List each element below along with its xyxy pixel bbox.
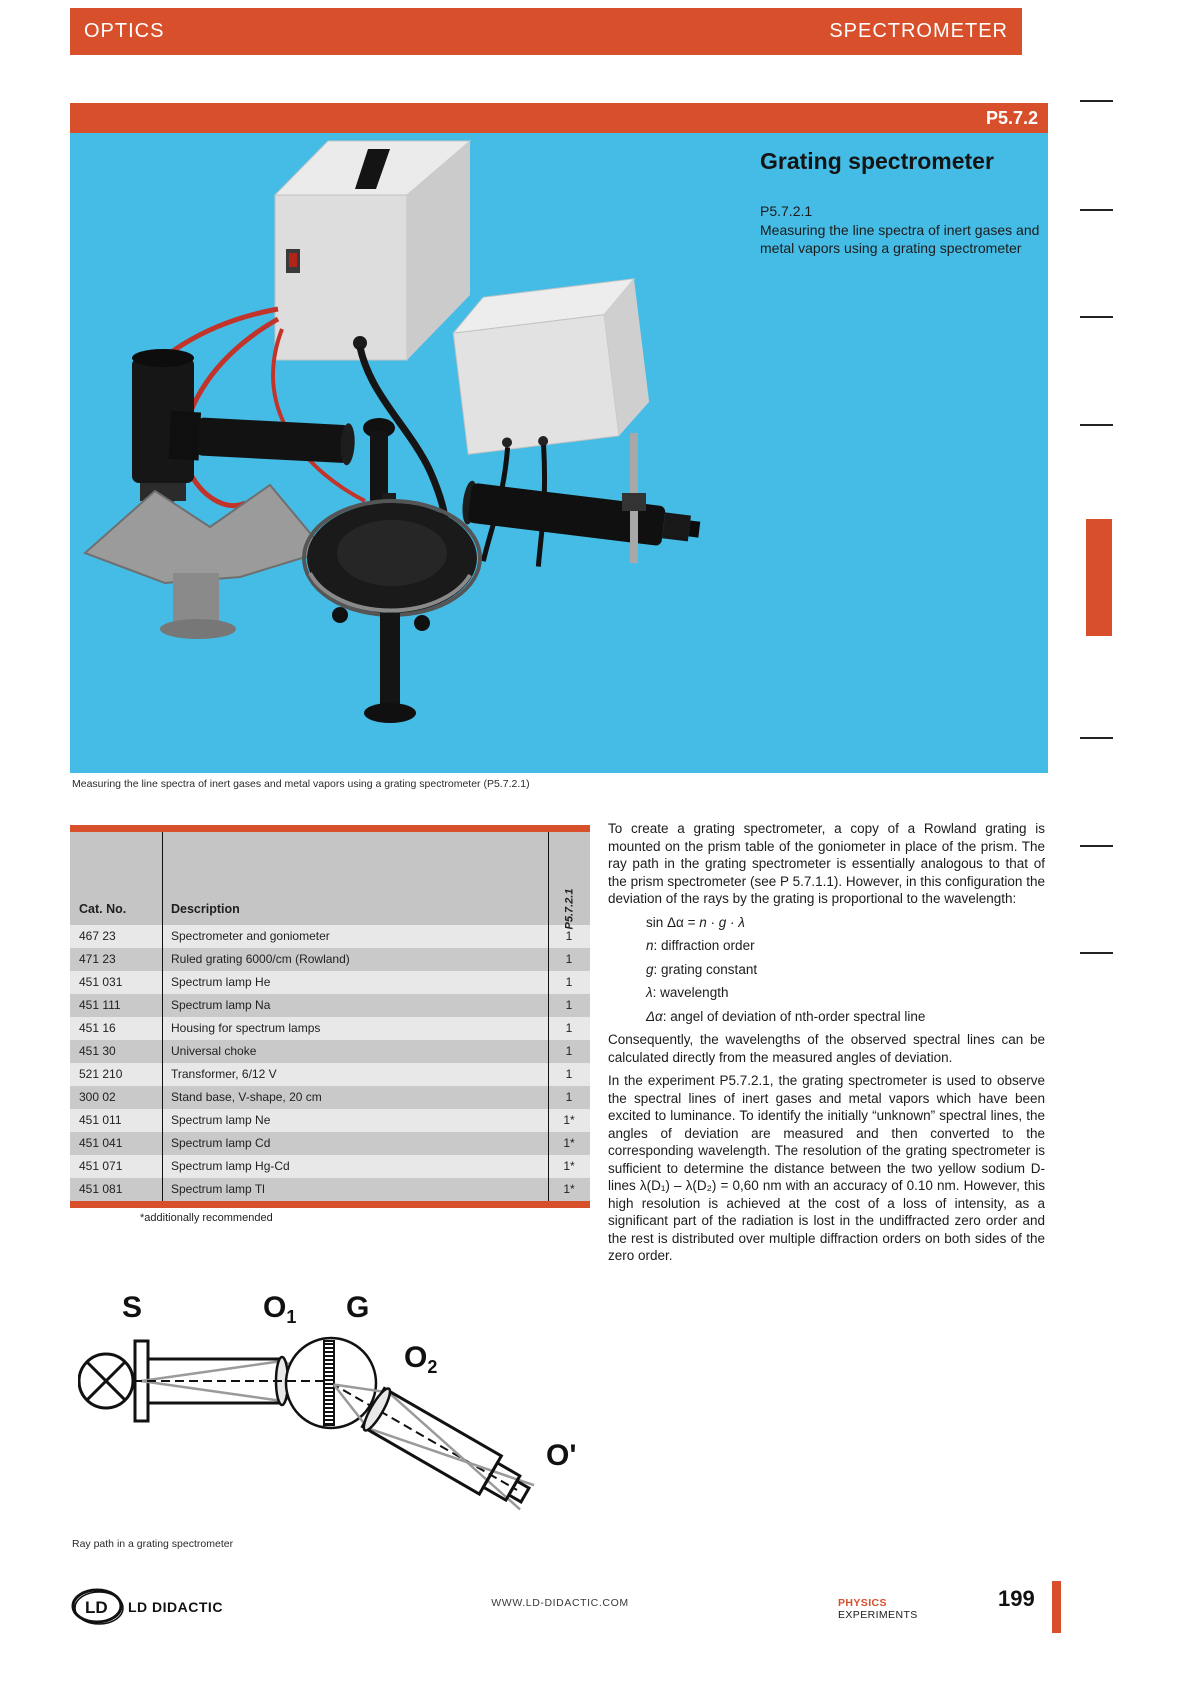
body-paragraph: Consequently, the wavelengths of the observed spectral lines can be calculated directly from the measured angles of deviation.: [608, 1032, 1045, 1065]
formula-definition: Δα: angel of deviation of nth-order spectral line: [646, 1008, 926, 1024]
telescope-tube: [460, 480, 702, 553]
section-code-bar: [70, 103, 1048, 133]
margin-index-tick: [1080, 209, 1113, 211]
table-body: [70, 925, 590, 1201]
rod-clamp: [622, 493, 646, 511]
label-eyepiece: O': [546, 1439, 577, 1472]
photo-caption: Measuring the line spectra of inert gases and metal vapors using a grating spectrometer (P5.7.2.1): [72, 778, 530, 790]
diffracted-axis: [331, 1383, 517, 1490]
body-paragraph: In the experiment P5.7.2.1, the grating spectrometer is used to observe the spectral lines of inert gases and metal vapors which have been excited to luminance. To identify the initially “unknown” spectral lines, the angles of deviation are measured and then converted to the corresponding wavelength. The resolution of the grating spectrometer is sufficient to determine the distance between the two yellow sodium D-lines λ(D₁) – λ(D₂) = 0,60 nm with an accuracy of 0.10 nm. However, this high resolution is achieved at the cost of a loss of intensity, as a significant part of the radiation is lost in the undiffracted zero order and the rest is distributed over multiple diffraction orders on both sides of the zero order.: [608, 1073, 1045, 1263]
product-photo-panel: [70, 133, 1048, 773]
label-source: S: [122, 1291, 143, 1324]
equipment-table: [70, 825, 590, 1208]
table-row: 451 011 Spectrum lamp Ne 1*: [70, 1109, 590, 1132]
formula-definition: g: grating constant: [646, 961, 758, 977]
footer-website: WWW.LD-DIDACTIC.COM: [491, 1597, 629, 1609]
margin-index-tick: [1080, 952, 1113, 954]
header-subsection-label: SPECTROMETER: [829, 20, 1008, 42]
table-bottom-rule: [70, 1201, 590, 1208]
column-header-cat-no: Cat. No.: [79, 902, 127, 916]
body-text-column: [608, 820, 1045, 1271]
formula-definition: λ: wavelength: [646, 985, 729, 1000]
section-code: P5.7.2: [985, 107, 1038, 128]
hero-text-block: [760, 148, 1048, 257]
formula-block: [646, 914, 1045, 1026]
table-row: 451 16 Housing for spectrum lamps 1: [70, 1017, 590, 1040]
experiment-description: Measuring the line spectra of inert gases and metal vapors using a grating spectrometer: [760, 222, 1040, 256]
formula-definition: n: diffraction order: [646, 938, 755, 953]
page-header-bar: [70, 8, 1022, 55]
table-row: 467 23 Spectrometer and goniometer 1: [70, 925, 590, 948]
table-row: 451 031 Spectrum lamp He 1: [70, 971, 590, 994]
table-header-row: [70, 832, 590, 930]
margin-index-tab: [1086, 519, 1112, 636]
table-column-divider: [548, 832, 549, 1201]
margin-index-tick: [1080, 845, 1113, 847]
table-row: 471 23 Ruled grating 6000/cm (Rowland) 1: [70, 948, 590, 971]
margin-index-tick: [1080, 100, 1113, 102]
page-title: Grating spectrometer: [760, 148, 994, 174]
table-top-rule: [70, 825, 590, 832]
body-paragraph: To create a grating spectrometer, a copy of a Rowland grating is mounted on the prism table of the goniometer in place of the prism. The ray path in the grating spectrometer is essentially analogous to that of the prism spectrometer (see P 5.7.1.1). However, in this configuration the deviation of the rays by the grating is proportional to the wavelength:: [608, 821, 1045, 906]
label-lens2: $O_2$: [404, 1341, 438, 1377]
table-footnote: *additionally recommended: [140, 1212, 273, 1224]
collimator-tube: [169, 411, 356, 469]
label-grating: G: [346, 1291, 370, 1324]
stand-base: [85, 485, 325, 639]
table-row: 451 111 Spectrum lamp Na 1: [70, 994, 590, 1017]
footer-series-secondary: EXPERIMENTS: [838, 1609, 918, 1621]
lamp-symbol: [79, 1354, 133, 1408]
page-number: 199: [998, 1586, 1035, 1611]
margin-index-tick: [1080, 424, 1113, 426]
header-section-label: OPTICS: [84, 20, 165, 42]
ld-didactic-logo: [70, 1583, 260, 1631]
table-row: 451 081 Spectrum lamp Tl 1*: [70, 1178, 590, 1201]
table-row: 451 041 Spectrum lamp Cd 1*: [70, 1132, 590, 1155]
footer-series-primary: PHYSICS: [838, 1597, 887, 1609]
svg-text:LD: LD: [85, 1598, 108, 1617]
formula: sin Δα = n · g · λ: [646, 914, 745, 930]
margin-index-tick: [1080, 737, 1113, 739]
experiment-code: P5.7.2.1: [760, 203, 813, 219]
table-row: 300 02 Stand base, V-shape, 20 cm 1: [70, 1086, 590, 1109]
diagram-caption: Ray path in a grating spectrometer: [72, 1538, 234, 1550]
footer-series: [838, 1597, 948, 1621]
table-row: 451 071 Spectrum lamp Hg-Cd 1*: [70, 1155, 590, 1178]
column-header-description: Description: [171, 902, 240, 916]
ray-path-diagram: [78, 1283, 608, 1515]
svg-text:LD DIDACTIC: LD DIDACTIC: [128, 1599, 223, 1615]
goniometer: [304, 418, 480, 723]
footer-accent-bar: [1052, 1581, 1061, 1633]
table-row: 451 30 Universal choke 1: [70, 1040, 590, 1063]
grating: [324, 1341, 334, 1425]
red-cable: [184, 319, 278, 506]
column-header-experiment: P5.7.2.1: [563, 888, 576, 930]
label-lens1: $O_1$: [263, 1291, 297, 1327]
table-row: 521 210 Transformer, 6/12 V 1: [70, 1063, 590, 1086]
margin-index-tick: [1080, 316, 1113, 318]
table-column-divider: [162, 832, 163, 1201]
